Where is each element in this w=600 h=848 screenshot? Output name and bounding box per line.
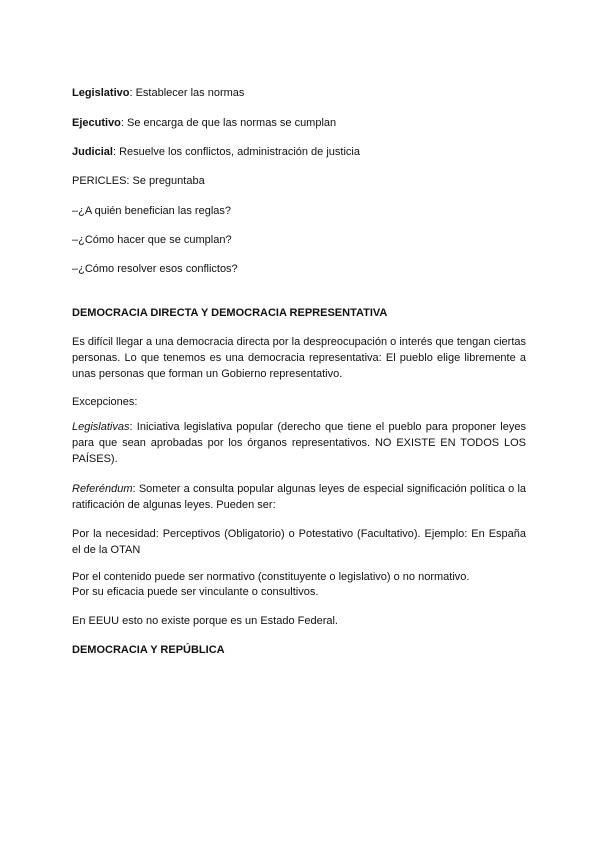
referendum-text: : Someter a consulta popular algunas leyes de especial significación política o la ratificación de algunas leyes. Pueden ser: — [72, 483, 526, 511]
intro-paragraph: Es difícil llegar a una democracia directa por la despreocupación o interés que tengan ciertas personas. Lo que tenemos es una democracia representativa: El pueblo elige libremente a unas personas que forman un Gobierno representativo. — [72, 336, 526, 380]
eeuu-line: En EEUU esto no existe porque es un Estado Federal. — [72, 615, 338, 627]
section-heading-democracia-republica: DEMOCRACIA Y REPÚBLICA — [72, 644, 225, 656]
power-legislativo — [72, 86, 528, 100]
legislativas-term: Legislativas — [72, 421, 130, 433]
legislativas-paragraph — [72, 419, 526, 467]
power-judicial — [72, 145, 528, 159]
question-item: –¿Cómo resolver esos conflictos? — [72, 263, 238, 275]
power-text: : Se encarga de que las normas se cumplan — [120, 117, 337, 129]
power-text: : Establecer las normas — [129, 87, 245, 99]
exceptions-label: Excepciones: — [72, 396, 138, 408]
pericles-line: PERICLES: Se preguntaba — [72, 175, 205, 187]
legislativas-text: : Iniciativa legislativa popular (derecho que tiene el pueblo para proponer leyes para que sean aprobadas por los órganos representativos. NO EXISTE EN TODOS LOS PAÍSES). — [72, 421, 526, 465]
question-item: –¿Cómo hacer que se cumplan? — [72, 234, 232, 246]
power-term: Legislativo — [72, 87, 130, 99]
power-term: Ejecutivo — [72, 117, 121, 129]
power-text: : Resuelve los conflictos, administración de justicia — [112, 146, 360, 158]
eficacia-line: Por su eficacia puede ser vinculante o consultivos. — [72, 586, 319, 598]
section-heading-democracia-directa: DEMOCRACIA DIRECTA Y DEMOCRACIA REPRESENTATIVA — [72, 307, 388, 319]
referendum-paragraph — [72, 481, 526, 513]
power-term: Judicial — [72, 146, 113, 158]
contenido-line: Por el contenido puede ser normativo (constituyente o legislativo) o no normativo. — [72, 571, 470, 583]
question-item: –¿A quién benefician las reglas? — [72, 205, 231, 217]
power-ejecutivo — [72, 116, 528, 130]
referendum-term: Referéndum — [72, 483, 133, 495]
necesidad-paragraph: Por la necesidad: Perceptivos (Obligatorio) o Potestativo (Facultativo). Ejemplo: En España el de la OTAN — [72, 528, 526, 556]
